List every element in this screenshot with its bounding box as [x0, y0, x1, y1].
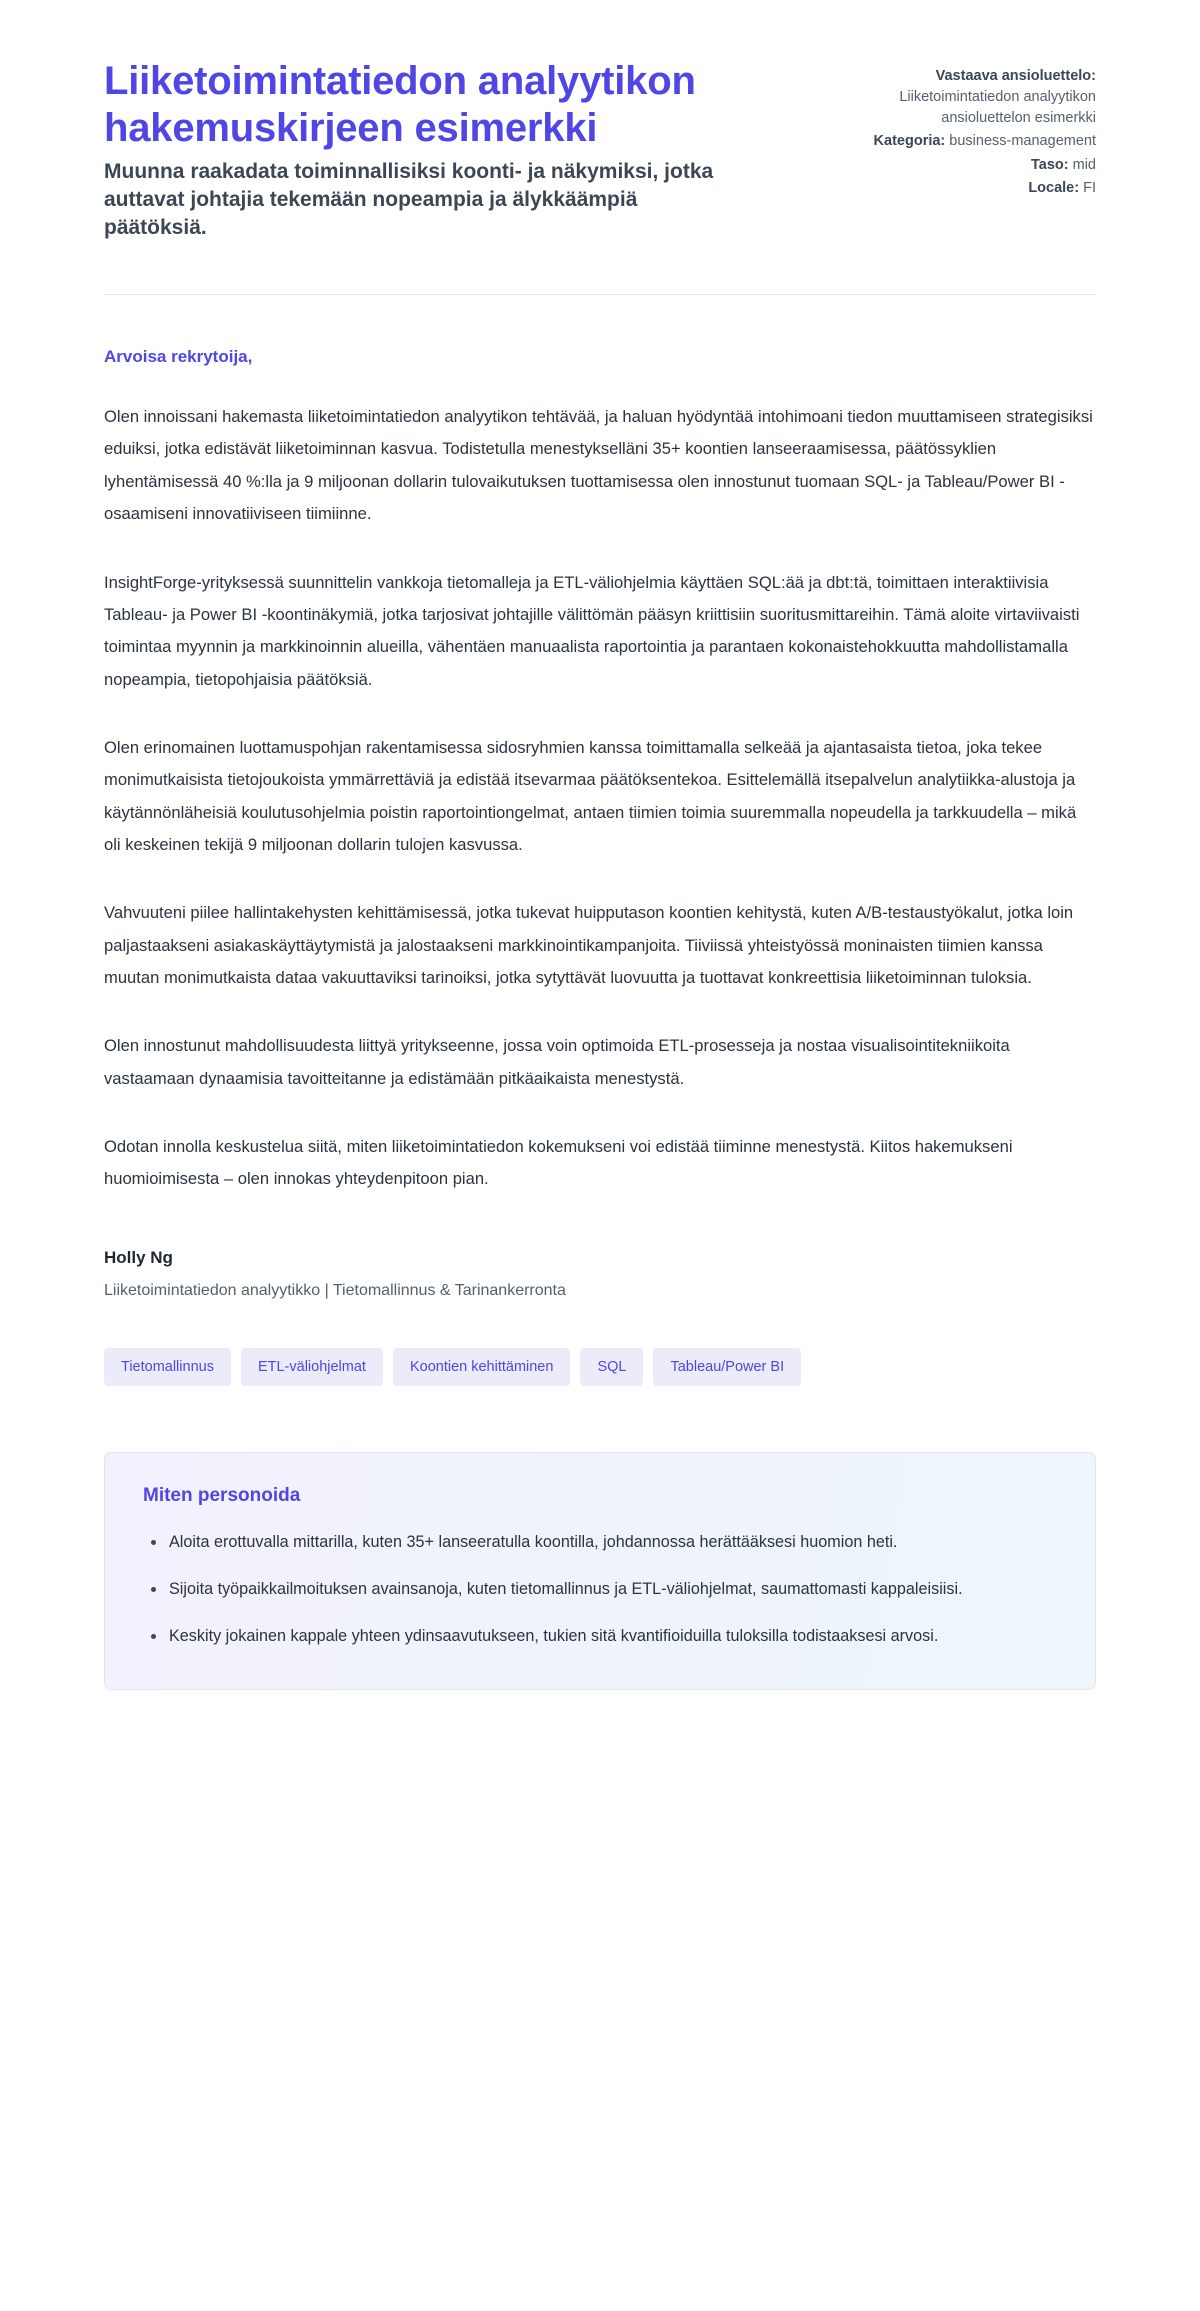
meta-related-resume-value: Liiketoimintatiedon analyytikon ansioluettelon esimerkki	[899, 89, 1096, 127]
callout-tip-item: Aloita erottuvalla mittarilla, kuten 35+ lanseeratulla koontilla, johdannossa herättääksesi huomion heti.	[165, 1527, 1057, 1558]
skill-tag[interactable]: Koontien kehittäminen	[393, 1348, 571, 1387]
letter-paragraph: Vahvuuteni piilee hallintakehysten kehittämisessä, jotka tukevat huipputason koontien kehitystä, kuten A/B-testaustyökalut, jotka loin paljastaakseni asiakaskäyttäytymistä ja jalostaakseni markkinointikampanjoita. Tiiviissä yhteistyössä moninaisten tiimien kanssa muutan monimutkaista dataa vakuuttaviksi tarinoiksi, jotka sytyttävät luovuutta ja tuottavat konkreettisia liiketoiminnan tuloksia.	[104, 903, 1074, 987]
skill-tag[interactable]: SQL	[580, 1348, 643, 1387]
meta-locale	[818, 178, 1096, 199]
skill-tag[interactable]: Tietomallinnus	[104, 1348, 231, 1387]
callout-tip-item: Keskity jokainen kappale yhteen ydinsaavutukseen, tukien sitä kvantifioiduilla tuloksilla todistaaksesi arvosi.	[165, 1621, 1057, 1652]
letter-paragraph: Olen erinomainen luottamuspohjan rakentamisessa sidosryhmien kanssa toimittamalla selkeää ja ajantasaista tietoa, joka tekee monimutkaisista tietojoukoista ymmärrettäviä ja edistää itsevarmaa päätöksentekoa. Esittelemällä itsepalvelun analytiikka-alustoja ja käytännönläheisiä koulutusohjelmia poistin raportointiongelmat, antaen tiimien toimia suuremmalla nopeudella ja tarkkuudella – mikä oli keskeinen tekijä 9 miljoonan dollarin tulojen kasvussa.	[104, 737, 1077, 854]
meta-locale-label: Locale:	[1028, 179, 1080, 196]
signature-block	[104, 1248, 1096, 1300]
page-title: Liiketoimintatiedon analyytikon hakemuskirjeen esimerkki	[104, 59, 696, 151]
page-subtitle: Muunna raakadata toiminnallisiksi koonti- ja näkymiksi, jotka auttavat johtajia tekemään nopeampia ja älykkäämpiä päätöksiä.	[104, 160, 714, 240]
callout-title: Miten personoida	[143, 1485, 301, 1507]
callout-tip-item: Sijoita työpaikkailmoituksen avainsanoja, kuten tietomallinnus ja ETL-väliohjelmat, saumattomasti kappaleisiisi.	[165, 1574, 1057, 1605]
personalization-tips-callout	[104, 1452, 1096, 1689]
document-metadata	[818, 58, 1096, 201]
header-title-block	[104, 58, 744, 242]
skill-tag-list	[104, 1348, 1096, 1387]
letter-paragraph: Olen innoissani hakemasta liiketoimintatiedon analyytikon tehtävää, ja haluan hyödyntää intohimoani tiedon muuttamiseen strategisiksi eduiksi, jotka edistävät liiketoiminnan kasvua. Todistetulla menestykselläni 35+ koontien lanseeraamisessa, päätössyklien lyhentämisessä 40 %:lla ja 9 miljoonan dollarin tulovaikutuksen tuottamisessa olen innostunut tuomaan SQL- ja Tableau/Power BI -osaamiseni innovatiiviseen tiimiinne.	[104, 407, 1093, 524]
meta-related-resume	[818, 66, 1096, 129]
signature-role: Liiketoimintatiedon analyytikko | Tietomallinnus & Tarinankerronta	[104, 1281, 566, 1299]
meta-level-label: Taso:	[1030, 156, 1069, 173]
letter-paragraph: InsightForge-yrityksessä suunnittelin vankkoja tietomalleja ja ETL-väliohjelmia käyttäen SQL:ää ja dbt:tä, toimittaen interaktiivisia Tableau- ja Power BI -koontinäkymiä, jotka tarjosivat johtajille välittömän pääsyn kriittisiin suoritusmittareihin. Tämä aloite virtaviivaisti toimintaa myynnin ja markkinoinnin alueilla, vähentäen manuaalista raportointia ja parantaen kokonaistehokkuutta mahdollistamalla nopeampia, tietopohjaisia päätöksiä.	[104, 572, 1080, 689]
cover-letter-body	[104, 295, 1096, 1300]
salutation: Arvoisa rekrytoija,	[104, 347, 253, 367]
skill-tag[interactable]: ETL-väliohjelmat	[241, 1348, 383, 1387]
signature-name: Holly Ng	[104, 1247, 173, 1267]
callout-tip-list	[143, 1527, 1057, 1652]
meta-category-value: business-management	[949, 133, 1096, 150]
meta-category	[818, 131, 1096, 152]
page-header	[104, 58, 1096, 242]
meta-locale-value: FI	[1083, 179, 1096, 196]
meta-level	[818, 155, 1096, 176]
meta-category-label: Kategoria:	[873, 133, 946, 150]
letter-paragraph: Olen innostunut mahdollisuudesta liittyä yritykseenne, jossa voin optimoida ETL-prosesseja ja nostaa visualisointitekniikoita vastaamaan dynaamisia tavoitteitanne ja edistämään pitkäaikaista menestystä.	[104, 1036, 1010, 1088]
meta-level-value: mid	[1072, 156, 1096, 173]
meta-related-resume-label: Vastaava ansioluettelo:	[935, 68, 1096, 84]
letter-paragraph: Odotan innolla keskustelua siitä, miten liiketoimintatiedon kokemukseni voi edistää tiiminne menestystä. Kiitos hakemukseni huomioimisesta – olen innokas yhteydenpitoon pian.	[104, 1136, 1013, 1189]
skill-tag[interactable]: Tableau/Power BI	[653, 1348, 801, 1387]
